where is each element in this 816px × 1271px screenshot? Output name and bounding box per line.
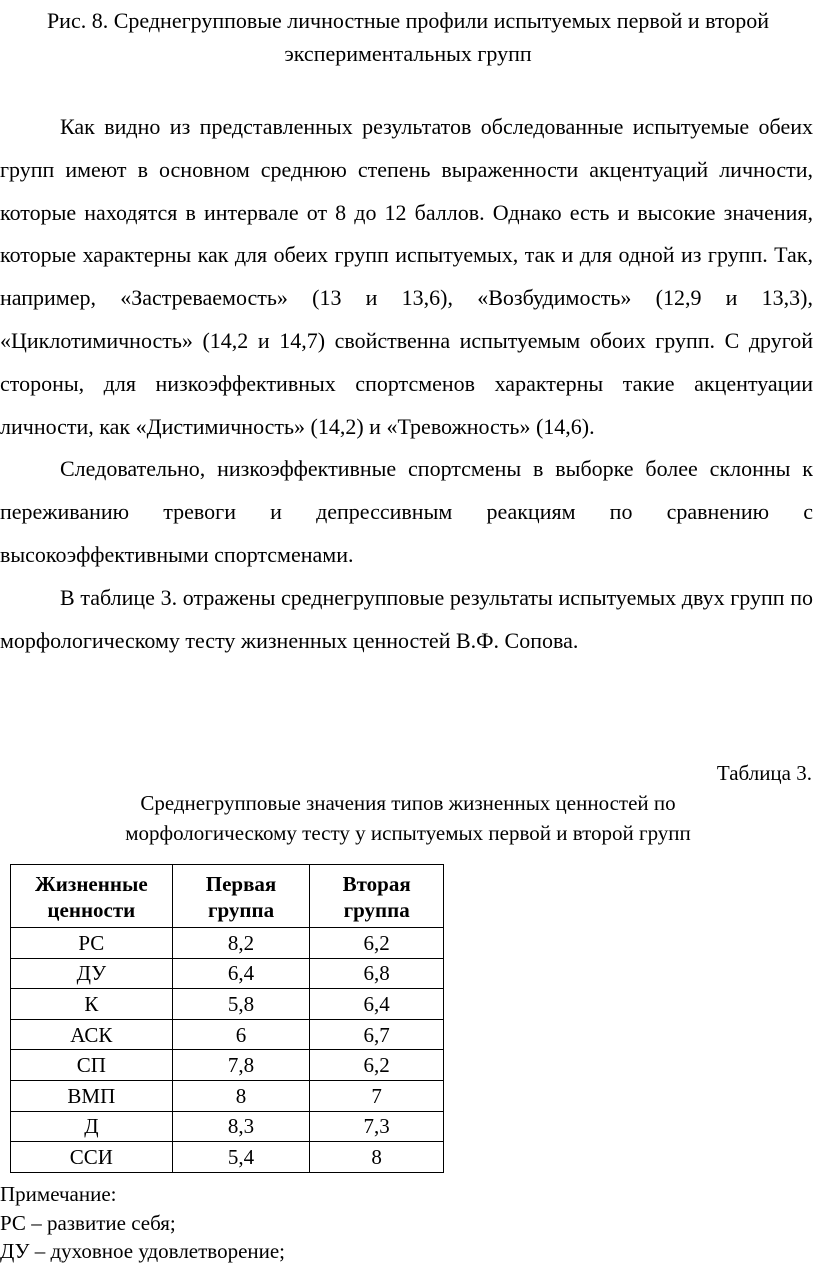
body-text [0, 106, 813, 662]
cell-first-group: 7,8 [172, 1050, 310, 1081]
header-text: Первая [205, 872, 277, 896]
cell-life-value: ВМП [11, 1080, 173, 1111]
table-row [11, 1080, 444, 1111]
figure-caption-line: Рис. 8. Среднегрупповые личностные профили испытуемых первой и второй [46, 8, 770, 33]
values-table [10, 864, 444, 1173]
table-row [11, 1111, 444, 1142]
table-row [11, 1019, 444, 1050]
table-title-line: Среднегрупповые значения типов жизненных ценностей по [140, 791, 676, 815]
header-second-group [310, 865, 444, 928]
table-title-line: морфологическому тесту у испытуемых первой и второй групп [125, 821, 691, 845]
cell-second-group: 8 [310, 1142, 444, 1173]
cell-second-group: 6,7 [310, 1019, 444, 1050]
cell-first-group: 6 [172, 1019, 310, 1050]
cell-first-group: 8 [172, 1080, 310, 1111]
cell-second-group: 7 [310, 1080, 444, 1111]
header-life-values [11, 865, 173, 928]
table-title [0, 788, 816, 848]
paragraph: Как видно из представленных результатов обследованные испытуемые обеих групп имеют в основном среднюю степень выраженности акцентуаций личности, которые находятся в интервале от 8 до 12 баллов. Однако есть и высокие значения, которые характерны как для обеих групп испытуемых, так и для одной из групп. Так, например, «Застреваемость» (13 и 13,6), «Возбудимость» (12,9 и 13,3), «Циклотимичность» (14,2 и 14,7) свойственна испытуемым обоих групп. С другой стороны, для низкоэффективных спортсменов характерны такие акцентуации личности, как «Дистимичность» (14,2) и «Тревожность» (14,6). [0, 114, 813, 439]
table-number: Таблица 3. [716, 761, 812, 785]
cell-first-group: 8,3 [172, 1111, 310, 1142]
cell-first-group: 5,8 [172, 989, 310, 1020]
paragraph: Следовательно, низкоэффективные спортсмены в выборке более склонны к переживанию тревоги и депрессивным реакциям по сравнению с высокоэффективными спортсменами. [0, 456, 813, 567]
table-row [11, 958, 444, 989]
cell-first-group: 6,4 [172, 958, 310, 989]
cell-life-value: К [11, 989, 173, 1020]
cell-second-group: 6,2 [310, 1050, 444, 1081]
figure-caption-line: экспериментальных групп [284, 41, 532, 66]
table-header-row [11, 865, 444, 928]
header-text: Вторая [342, 872, 411, 896]
cell-second-group: 6,2 [310, 928, 444, 959]
cell-life-value: СП [11, 1050, 173, 1081]
cell-first-group: 8,2 [172, 928, 310, 959]
cell-second-group: 7,3 [310, 1111, 444, 1142]
cell-life-value: ДУ [11, 958, 173, 989]
cell-life-value: АСК [11, 1019, 173, 1050]
cell-life-value: Д [11, 1111, 173, 1142]
header-text: группа [343, 898, 410, 922]
table-row [11, 1050, 444, 1081]
figure-caption [0, 4, 816, 70]
header-text: Жизненные [35, 872, 148, 896]
table-row [11, 928, 444, 959]
note [0, 1180, 285, 1266]
note-item: ДУ – духовное удовлетворение; [0, 1239, 286, 1263]
header-text: ценности [47, 898, 136, 922]
cell-life-value: РС [11, 928, 173, 959]
table-row [11, 989, 444, 1020]
cell-life-value: ССИ [11, 1142, 173, 1173]
note-item: РС – развитие себя; [0, 1210, 176, 1235]
cell-second-group: 6,8 [310, 958, 444, 989]
note-heading: Примечание: [0, 1182, 117, 1206]
header-text: группа [207, 898, 275, 922]
paragraph: В таблице 3. отражены среднегрупповые результаты испытуемых двух групп по морфологическому тесту жизненных ценностей В.Ф. Сопова. [0, 584, 813, 653]
cell-second-group: 6,4 [310, 989, 444, 1020]
header-first-group [172, 865, 310, 928]
table-row [11, 1142, 444, 1173]
cell-first-group: 5,4 [172, 1142, 310, 1173]
